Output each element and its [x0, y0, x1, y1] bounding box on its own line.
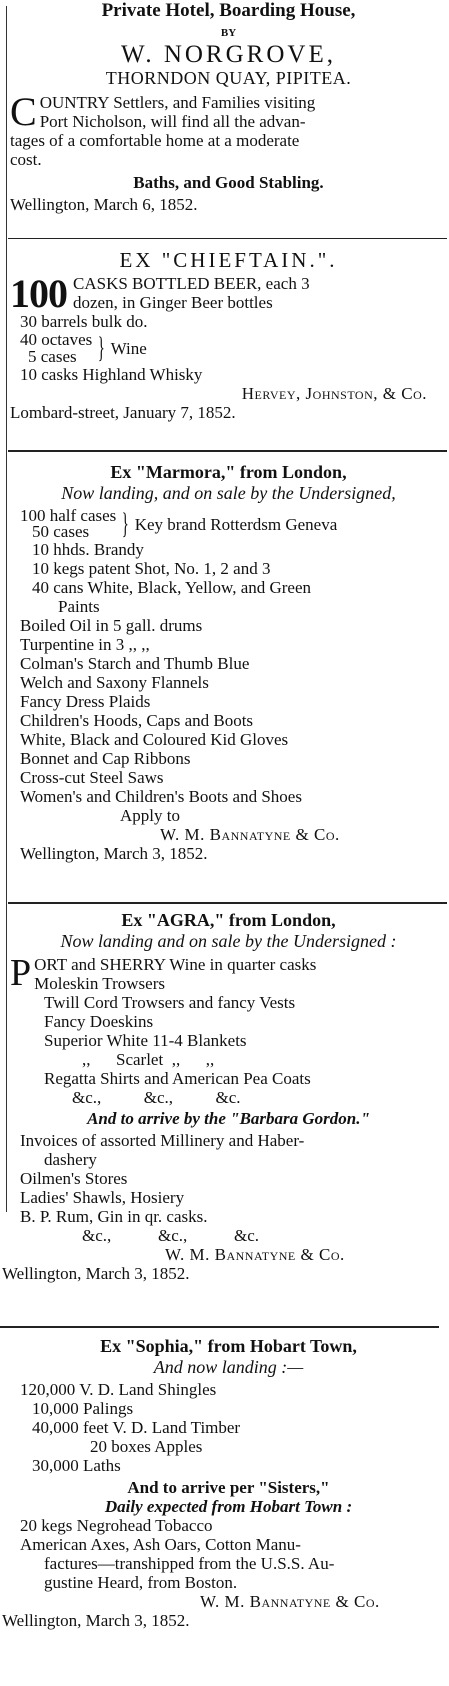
list-item: factures—transhipped from the U.S.S. Au- [44, 1554, 335, 1573]
list-item: White, Black and Coloured Kid Gloves [20, 730, 289, 749]
list-item: 10,000 Palings [32, 1399, 134, 1418]
list-item: American Axes, Ash Oars, Cotton Manu- [20, 1535, 301, 1554]
advert-arrival: And to arrive by the "Barbara Gordon." [87, 1109, 370, 1128]
body-line: Port Nicholson, will find all the advan- [39, 112, 306, 131]
body-line: tages of a comfortable home at a moderate [10, 131, 300, 150]
braced-group [10, 508, 447, 540]
advert-body [10, 89, 447, 169]
advert-firm: Hervey, Johnston, & Co. [241, 384, 427, 403]
advert-norgrove-hotel [10, 0, 447, 214]
advert-address: THORNDON QUAY, PIPITEA. [105, 68, 352, 88]
advert-title: Ex "Sophia," from Hobart Town, [100, 1336, 357, 1356]
braced-group [10, 331, 447, 365]
advert-divider [8, 238, 447, 239]
list-item: 50 cases [32, 522, 90, 541]
body-line: OUNTRY Settlers, and Families visiting [39, 93, 316, 112]
advert-subtitle: Now landing, and on sale by the Undersigned, [61, 483, 396, 503]
list-item: Children's Hoods, Caps and Boots [20, 711, 254, 730]
list-item: Bonnet and Cap Ribbons [20, 749, 191, 768]
list-item: 30,000 Laths [32, 1456, 121, 1475]
list-item: Superior White 11-4 Blankets [44, 1031, 247, 1050]
list-item: &c., &c., &c. [82, 1226, 260, 1245]
advert-title: EX "CHIEFTAIN.". [119, 248, 338, 272]
list-item: 10 kegs patent Shot, No. 1, 2 and 3 [32, 559, 271, 578]
list-item: Women's and Children's Boots and Shoes [20, 787, 302, 806]
advert-firm: W. M. Bannatyne & Co. [160, 825, 340, 844]
body-line: dozen, in Ginger Beer bottles [73, 293, 273, 312]
advert-firm: W. M. Bannatyne & Co. [200, 1592, 380, 1611]
list-item: 20 boxes Apples [90, 1437, 203, 1456]
list-item: 10 casks Highland Whisky [20, 365, 203, 384]
list-item: 30 barrels bulk do. [20, 312, 148, 331]
list-item: Twill Cord Trowsers and fancy Vests [44, 993, 296, 1012]
body-line: cost. [10, 150, 42, 169]
advert-expected: Daily expected from Hobart Town : [104, 1497, 353, 1516]
advert-subtitle: And now landing :— [153, 1357, 304, 1377]
list-item: Turpentine in 3 ,, ,, [20, 635, 150, 654]
list-item: B. P. Rum, Gin in qr. casks. [20, 1207, 208, 1226]
advert-agra [2, 910, 447, 1283]
list-item: 20 kegs Negrohead Tobacco [20, 1516, 213, 1535]
list-item: 100 half cases [20, 506, 117, 525]
brace-icon: } [97, 331, 106, 364]
advert-subtitle: Now landing and on sale by the Undersigned : [60, 931, 397, 951]
list-item: ,, Scarlet ,, ,, [82, 1050, 215, 1069]
brace-icon: } [121, 507, 130, 540]
advert-date: Wellington, March 6, 1852. [10, 195, 198, 214]
list-item: 120,000 V. D. Land Shingles [20, 1380, 217, 1399]
list-item: Cross-cut Steel Saws [20, 768, 164, 787]
body-line: Moleskin Trowsers [34, 974, 165, 993]
list-item: Ladies' Shawls, Hosiery [20, 1188, 185, 1207]
advert-date: Wellington, March 3, 1852. [2, 1264, 190, 1283]
list-item: Boiled Oil in 5 gall. drums [20, 616, 203, 635]
advert-sophia [2, 1336, 447, 1630]
list-item: Fancy Doeskins [44, 1012, 154, 1031]
drop-cap: P [10, 952, 32, 994]
advert-date: Lombard-street, January 7, 1852. [10, 403, 236, 422]
advert-proprietor: W. NORGROVE, [121, 41, 336, 68]
advert-apply: Apply to [120, 806, 180, 825]
list-item: 40,000 feet V. D. Land Timber [32, 1418, 241, 1437]
advert-arrival: And to arrive per "Sisters," [127, 1478, 330, 1497]
advert-divider [8, 902, 447, 904]
list-item: 40 octaves [20, 330, 93, 349]
advert-firm: W. M. Bannatyne & Co. [165, 1245, 345, 1264]
list-item: Colman's Starch and Thumb Blue [20, 654, 250, 673]
advert-by: BY [220, 27, 237, 39]
advert-title: Ex "Marmora," from London, [110, 462, 347, 482]
list-item: 40 cans White, Black, Yellow, and Green [32, 578, 312, 597]
list-item: 10 hhds. Brandy [32, 540, 144, 559]
advert-title: Ex "AGRA," from London, [121, 910, 336, 930]
list-item: 5 cases [28, 347, 77, 366]
advert-title: Private Hotel, Boarding House, [101, 0, 356, 21]
advert-divider [0, 1326, 439, 1328]
list-item: Paints [58, 597, 100, 616]
list-item: Welch and Saxony Flannels [20, 673, 209, 692]
list-item: Fancy Dress Plaids [20, 692, 151, 711]
list-item: Invoices of assorted Millinery and Haber- [20, 1131, 305, 1150]
list-item: dashery [44, 1150, 97, 1169]
list-item: &c., &c., &c. [72, 1088, 241, 1107]
advert-divider [8, 450, 447, 452]
braced-label: Wine [110, 338, 147, 358]
body-line: CASKS BOTTLED BEER, each 3 [73, 274, 310, 293]
advert-feature: Baths, and Good Stabling. [133, 173, 324, 192]
advert-marmora [10, 462, 447, 863]
list-item: gustine Heard, from Boston. [44, 1573, 238, 1592]
advert-chieftain [10, 248, 447, 422]
advert-date: Wellington, March 3, 1852. [2, 1611, 190, 1630]
advert-date: Wellington, March 3, 1852. [20, 844, 208, 863]
body-line: ORT and SHERRY Wine in quarter casks [34, 955, 317, 974]
column-left-rule [6, 6, 7, 1212]
big-number: 100 [10, 271, 67, 316]
braced-label: Key brand Rotterdsm Geneva [134, 514, 338, 534]
list-item: Oilmen's Stores [20, 1169, 128, 1188]
drop-cap: C [10, 89, 37, 134]
list-item: Regatta Shirts and American Pea Coats [44, 1069, 311, 1088]
